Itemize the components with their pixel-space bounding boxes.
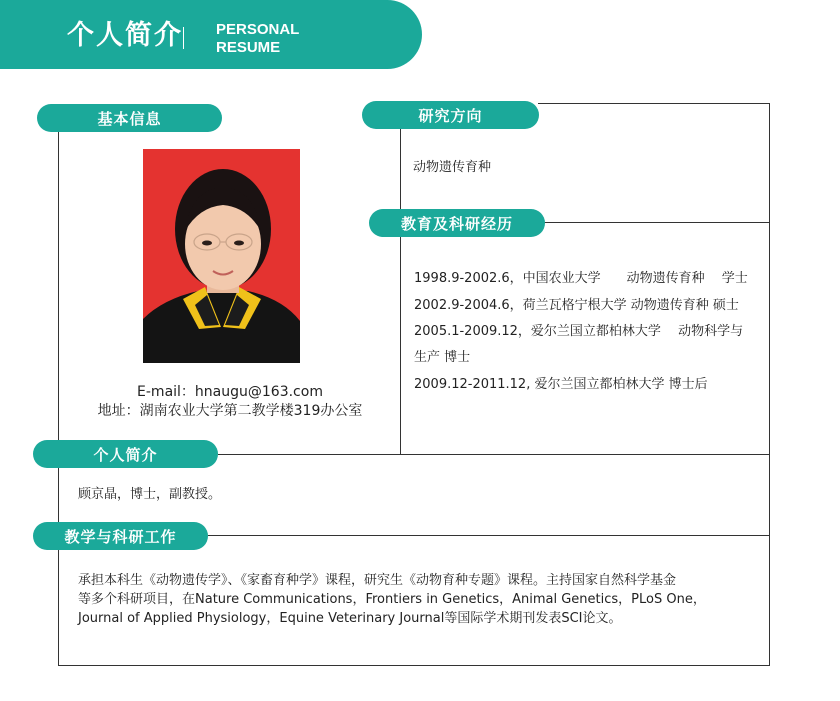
research-direction-text: 动物遗传育种 [413, 160, 492, 175]
education-entry: 2009.12-2011.12, 爱尔兰国立都柏林大学 博士后 [414, 377, 708, 392]
education-entry: 2002.9-2004.6，荷兰瓦格宁根大学 动物遗传育种 硕士 [414, 298, 739, 313]
frame-left-lower [58, 467, 59, 522]
profile-photo [143, 149, 300, 363]
teaching-rule [208, 535, 770, 536]
profile-rule [218, 454, 770, 455]
section-education: 教育及科研经历 [369, 209, 545, 237]
frame-left-bottom [58, 548, 59, 665]
profile-text: 顾京晶，博士，副教授。 [78, 487, 222, 502]
frame-top-right [538, 103, 770, 104]
page-title: 个人简介 [67, 20, 183, 51]
header-divider [183, 27, 184, 49]
header-subtitle-line2: RESUME [216, 39, 281, 56]
education-rule [544, 222, 770, 223]
header-subtitle [216, 21, 299, 57]
section-basic-info: 基本信息 [37, 104, 222, 132]
frame-right [769, 103, 770, 665]
frame-bottom [58, 665, 770, 666]
contact-address: 地址：湖南农业大学第二教学楼319办公室 [97, 403, 363, 419]
section-profile: 个人简介 [33, 440, 218, 468]
header-banner [0, 0, 422, 69]
section-research-direction: 研究方向 [362, 101, 539, 129]
teaching-line: Journal of Applied Physiology，Equine Veterinary Journal等国际学术期刊发表SCI论文。 [78, 611, 622, 626]
teaching-line: 承担本科生《动物遗传学》、《家畜育种学》课程，研究生《动物育种专题》课程。主持国家自然科学基金 [78, 573, 677, 588]
column-divider [400, 128, 401, 454]
education-entry: 2005.1-2009.12，爱尔兰国立都柏林大学 动物科学与 [414, 324, 744, 339]
section-teaching: 教学与科研工作 [33, 522, 208, 550]
contact-email: E-mail：hnaugu@163.com [137, 384, 323, 400]
teaching-line: 等多个科研项目，在Nature Communications，Frontiers in Genetics，Animal Genetics，PLoS One， [78, 592, 706, 607]
education-entry: 1998.9-2002.6，中国农业大学 动物遗传育种 学士 [414, 271, 748, 286]
header-subtitle-line1: PERSONAL [216, 21, 300, 38]
education-entry: 生产 博士 [414, 350, 471, 365]
frame-left [58, 131, 59, 441]
